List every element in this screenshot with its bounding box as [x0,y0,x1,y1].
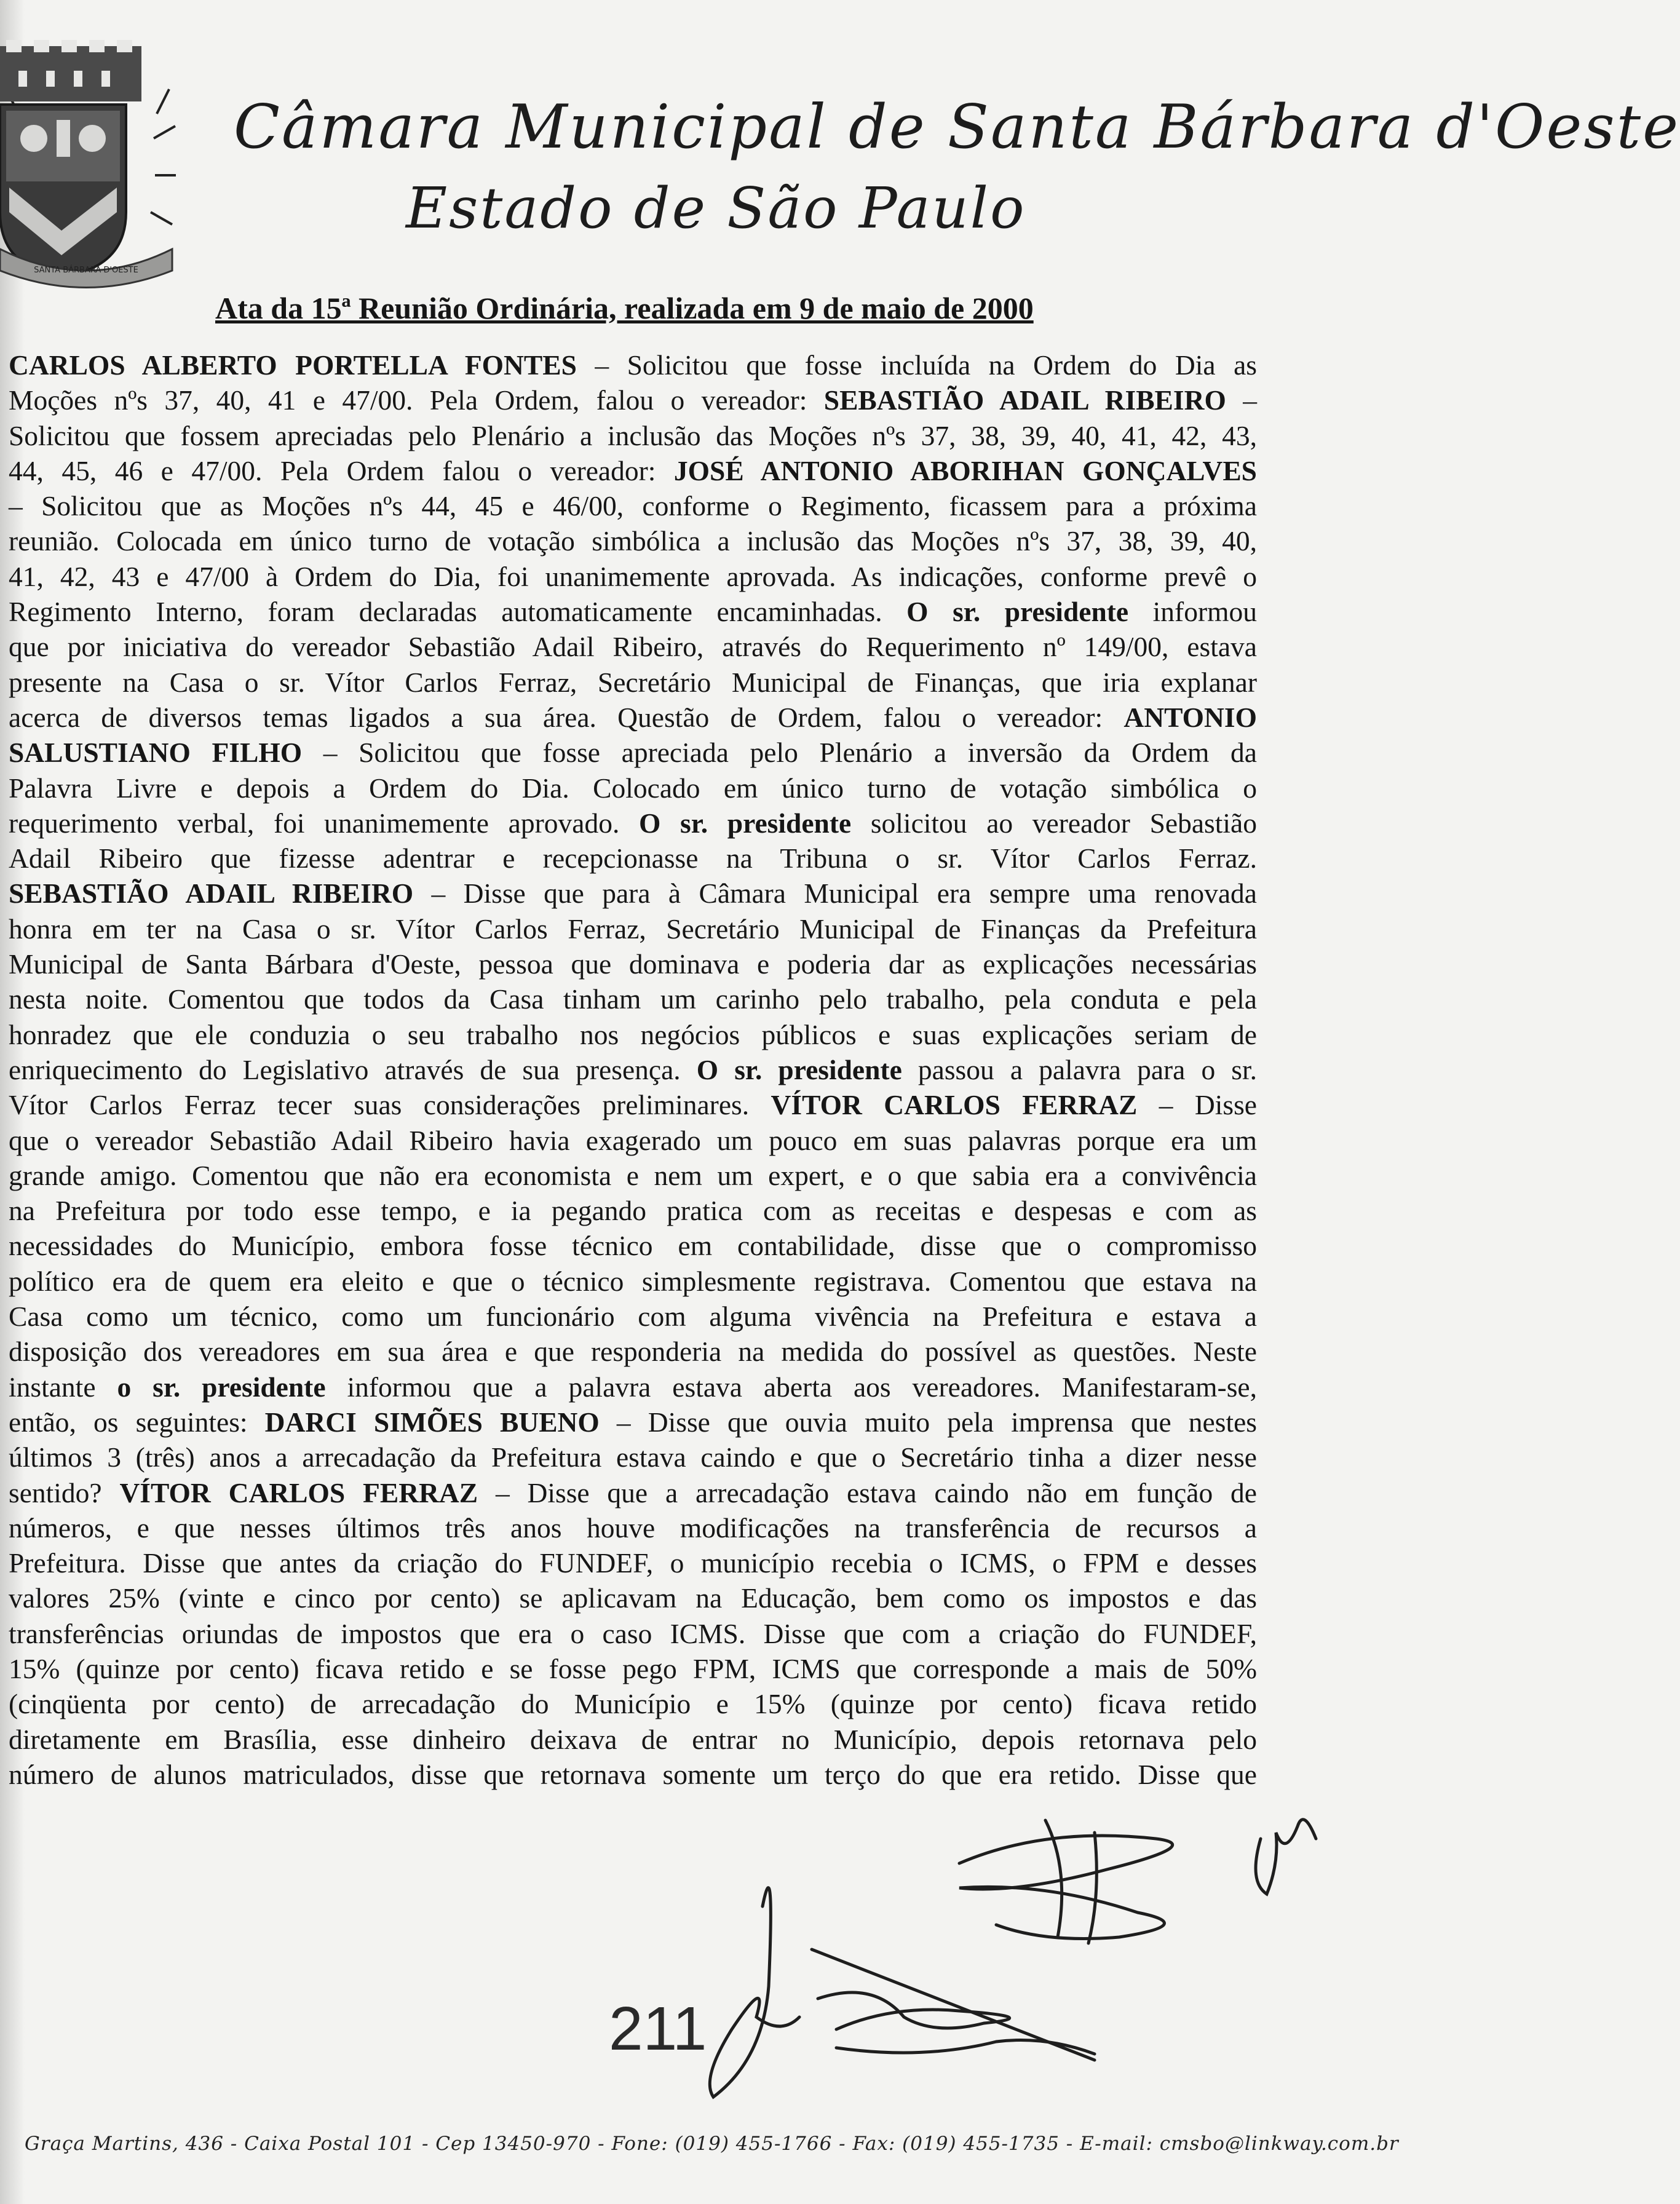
text-line [9,735,1257,770]
text-line [9,1123,1257,1158]
text-line [9,1052,1257,1087]
line-text: Vítor Carlos Ferraz tecer suas considerações preliminares. [9,1089,771,1121]
speaker-name: O sr. presidente [696,1053,902,1085]
speaker-name: SALUSTIANO FILHO [9,737,303,769]
line-text: Municipal de Santa Bárbara d'Oeste, pessoa que dominava e poderia dar as explicações necessárias [9,948,1257,980]
text-line [9,1264,1257,1299]
line-text: Regimento Interno, foram declaradas automaticamente encaminhadas. [9,596,907,628]
minutes-body [9,347,1257,1792]
text-line [9,771,1257,806]
line-text: 15% (quinze por cento) ficava retido e se fosse pego FPM, ICMS que corresponde a mais de 50% [9,1652,1257,1684]
line-text: informou [1128,596,1257,628]
text-line [9,981,1257,1017]
text-line [9,1651,1257,1686]
speaker-name: VÍTOR CARLOS FERRAZ [771,1089,1138,1121]
text-line [9,1440,1257,1475]
text-line [9,1017,1257,1052]
text-line [9,806,1257,841]
text-line [9,488,1257,523]
line-text: – Disse que ouvia muito pela imprensa que nestes [599,1406,1257,1438]
line-text: Prefeitura. Disse que antes da criação do FUNDEF, o município recebia o ICMS, o FPM e desses [9,1547,1257,1579]
line-text: disposição dos vereadores em sua área e que responderia na medida do possível as questões. Neste [9,1336,1257,1368]
line-text: na Prefeitura por todo esse tempo, e ia pegando pratica com as receitas e despesas e com as [9,1195,1257,1227]
line-text: – Solicitou que fosse incluída na Ordem do Dia as [576,349,1257,381]
line-text: passou a palavra para o sr. [901,1053,1258,1085]
text-line [9,1616,1257,1651]
speaker-name: SEBASTIÃO ADAIL RIBEIRO [823,384,1226,416]
page-number: 211 [609,1994,707,2063]
crest-ribbon-text: SANTA BÁRBARA D'OESTE [34,266,138,275]
line-text: 41, 42, 43 e 47/00 à Ordem do Dia, foi unanimemente aprovada. As indicações, conforme prevê o [9,560,1257,592]
line-text: que por iniciativa do vereador Sebastião Adail Ribeiro, através do Requerimento nº 149/00, estava [9,631,1257,663]
line-text: – Disse que para à Câmara Municipal era sempre uma renovada [413,878,1257,910]
line-text: que o vereador Sebastião Adail Ribeiro havia exagerado um pouco em suas palavras porque era um [9,1124,1257,1156]
speaker-name: o sr. presidente [117,1371,326,1403]
line-text: informou que a palavra estava aberta aos vereadores. Manifestaram-se, [325,1371,1257,1403]
text-line [9,1334,1257,1369]
text-line [9,347,1257,383]
line-text: – Disse que a arrecadação estava caindo não em função de [478,1477,1258,1508]
line-text: 44, 45, 46 e 47/00. Pela Ordem falou o vereador: [9,454,674,486]
chamber-name: Câmara Municipal de Santa Bárbara d'Oeste [234,92,1680,162]
text-line [9,1475,1257,1510]
text-line [9,1686,1257,1721]
footer-address: Graça Martins, 436 - Caixa Postal 101 - Cep 13450-970 - Fone: (019) 455-1766 - Fax: (019) 455-1735 - E-mail: cmsbo@linkway.com.br [25,2133,1399,2155]
speaker-name: ANTONIO [1123,701,1257,733]
line-text: presente na Casa o sr. Vítor Carlos Ferraz, Secretário Municipal de Finanças, que iria explanar [9,666,1257,698]
speaker-name: O sr. presidente [638,807,852,839]
line-text: então, os seguintes: [9,1406,265,1438]
text-line [9,1158,1257,1193]
speaker-name: O sr. presidente [906,596,1129,628]
text-line [9,559,1257,594]
line-text: números, e que nesses últimos três anos houve modificações na transferência de recursos a [9,1512,1257,1544]
line-text: necessidades do Município, embora fosse técnico em contabilidade, disse que o compromisso [9,1230,1257,1262]
line-text: enriquecimento do Legislativo através de sua presença. [9,1053,697,1085]
line-text: requerimento verbal, foi unanimemente aprovado. [9,807,639,839]
line-text: reunião. Colocada em único turno de votação simbólica a inclusão das Moções nºs 37, 38, 39, 40, [9,525,1257,557]
text-line [9,1228,1257,1263]
speaker-name: DARCI SIMÕES BUENO [264,1406,600,1438]
line-text: – Solicitou que as Moções nºs 44, 45 e 46/00, conforme o Regimento, ficassem para a próxima [9,490,1257,522]
line-text: honradez que ele conduzia o seu trabalho nos negócios públicos e suas explicações seriam de [9,1018,1257,1050]
text-line [9,1545,1257,1580]
line-text: Solicitou que fossem apreciadas pelo Plenário a inclusão das Moções nºs 37, 38, 39, 40, 41, 42, 43, [9,419,1257,451]
line-text: número de alunos matriculados, disse que retornava somente um terço do que era retido. Disse que [9,1758,1257,1790]
speaker-name: JOSÉ ANTONIO ABORIHAN GONÇALVES [673,454,1257,486]
line-text: (cinqüenta por cento) de arrecadação do Município e 15% (quinze por cento) ficava retido [9,1688,1257,1720]
text-line [9,841,1257,876]
line-text: Casa como um técnico, como um funcionário com alguma vivência na Prefeitura e estava a [9,1301,1257,1333]
text-line [9,629,1257,664]
line-text: político era de quem era eleito e que o técnico simplesmente registrava. Comentou que estava na [9,1265,1257,1297]
line-text: nesta noite. Comentou que todos da Casa tinham um carinho pelo trabalho, pela conduta e pela [9,983,1257,1015]
line-text: Moções nºs 37, 40, 41 e 47/00. Pela Ordem, falou o vereador: [9,384,824,416]
line-text: instante [9,1371,117,1403]
text-line [9,1580,1257,1615]
text-line [9,523,1257,558]
line-text: transferências oriundas de impostos que era o caso ICMS. Disse que com a criação do FUNDEF, [9,1617,1257,1649]
line-text: valores 25% (vinte e cinco por cento) se aplicavam na Educação, bem como os impostos e das [9,1582,1257,1614]
line-text: sentido? [9,1477,120,1508]
text-line [9,1510,1257,1545]
text-line [9,911,1257,946]
text-line [9,418,1257,453]
line-text: – Disse [1137,1089,1257,1121]
text-line [9,453,1257,488]
text-line [9,700,1257,735]
line-text: Palavra Livre e depois a Ordem do Dia. Colocado em único turno de votação simbólica o [9,772,1257,804]
speaker-name: VÍTOR CARLOS FERRAZ [119,1477,478,1508]
coat-of-arms-icon [0,28,178,283]
text-line [9,594,1257,629]
signatures-icon [0,1771,1416,2140]
line-text: – [1226,384,1257,416]
line-text: honra em ter na Casa o sr. Vítor Carlos Ferraz, Secretário Municipal de Finanças da Prefeitura [9,913,1257,945]
text-line [9,1193,1257,1228]
line-text: diretamente em Brasília, esse dinheiro deixava de entrar no Município, depois retornava pelo [9,1723,1257,1755]
text-line [9,1299,1257,1334]
line-text: grande amigo. Comentou que não era economista e nem um expert, e o que sabia era a convivência [9,1159,1257,1191]
text-line [9,1087,1257,1122]
text-line [9,946,1257,981]
line-text: acerca de diversos temas ligados a sua área. Questão de Ordem, falou o vereador: [9,701,1124,733]
speaker-name: CARLOS ALBERTO PORTELLA FONTES [9,349,577,381]
text-line [9,876,1257,911]
text-line [9,383,1257,418]
text-line [9,665,1257,700]
line-text: Adail Ribeiro que fizesse adentrar e recepcionasse na Tribuna o sr. Vítor Carlos Ferraz. [9,842,1257,874]
document-title: Ata da 15ª Reunião Ordinária, realizada em 9 de maio de 2000 [215,291,1034,325]
state-name: Estado de São Paulo [406,175,1026,241]
text-line [9,1370,1257,1405]
text-line [9,1722,1257,1757]
speaker-name: SEBASTIÃO ADAIL RIBEIRO [9,878,414,910]
line-text: últimos 3 (três) anos a arrecadação da Prefeitura estava caindo e que o Secretário tinha a dizer nesse [9,1441,1257,1473]
line-text: – Solicitou que fosse apreciada pelo Plenário a inversão da Ordem da [302,737,1257,769]
line-text: solicitou ao vereador Sebastião [851,807,1257,839]
text-line [9,1405,1257,1440]
